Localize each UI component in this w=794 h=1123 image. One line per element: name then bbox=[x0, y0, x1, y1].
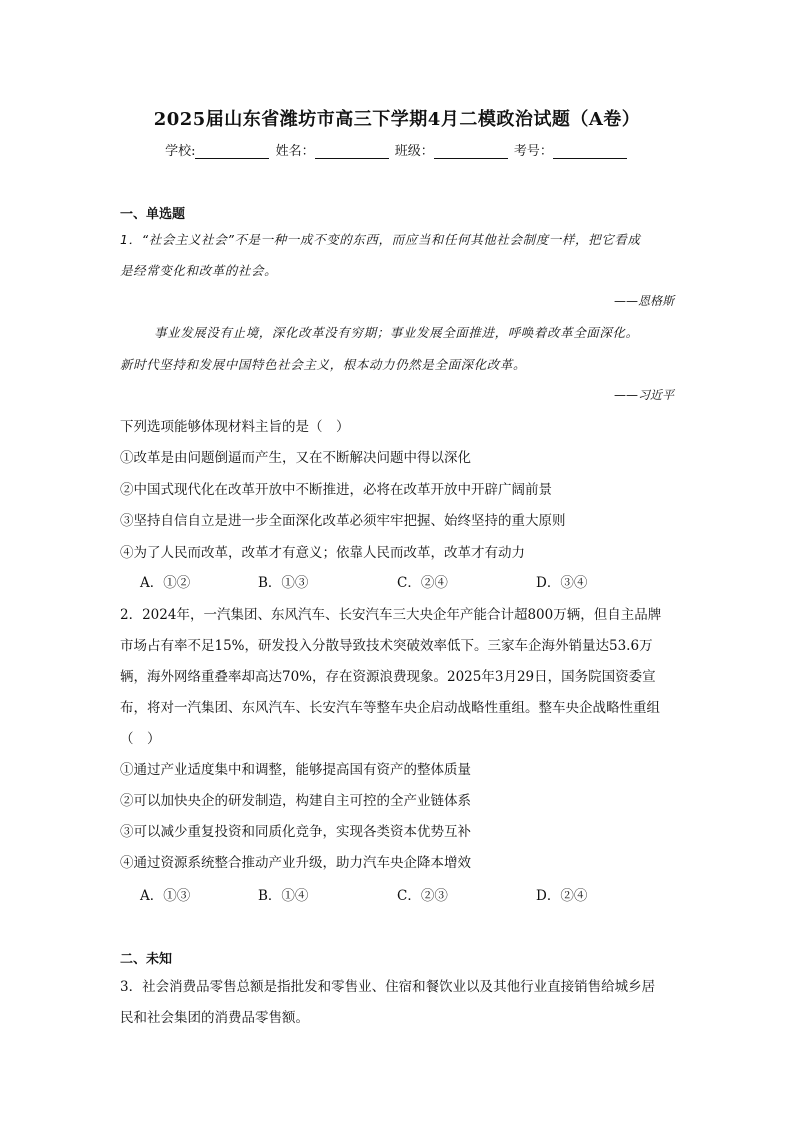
student-info-line bbox=[0, 140, 794, 159]
q2-option-c[interactable]: C．②③ bbox=[397, 888, 448, 904]
q1-item-2: ②中国式现代化在改革开放中不断推进，必将在改革开放中开辟广阔前景 bbox=[120, 482, 552, 498]
q2-option-b[interactable]: B．①④ bbox=[258, 888, 309, 904]
name-label: 姓名： bbox=[275, 144, 315, 159]
q2-item-2: ②可以加快央企的研发制造，构建自主可控的全产业链体系 bbox=[120, 793, 471, 809]
q1-item-3: ③坚持自信自立是进一步全面深化改革必须牢牢把握、始终坚持的重大原则 bbox=[120, 513, 566, 529]
number-label: 考号： bbox=[513, 144, 553, 159]
q1-stem: 下列选项能够体现材料主旨的是（ ） bbox=[120, 419, 350, 435]
q1-quote1-attribution: ——恩格斯 bbox=[613, 294, 674, 308]
q3-line-2: 民和社会集团的消费品零售额。 bbox=[120, 1010, 309, 1026]
q2-item-3: ③可以减少重复投资和同质化竞争，实现各类资本优势互补 bbox=[120, 824, 471, 840]
q2-stem-line-4: 布，将对一汽集团、东风汽车、长安汽车等整车央企启动战略性重组。整车央企战略性重组 bbox=[120, 700, 660, 716]
q1-option-d[interactable]: D．③④ bbox=[536, 575, 588, 591]
number-blank[interactable] bbox=[553, 145, 627, 159]
q2-stem-line-5: （ ） bbox=[120, 731, 161, 747]
q1-quote2-line2: 新时代坚持和发展中国特色社会主义，根本动力仍然是全面深化改革。 bbox=[120, 357, 527, 372]
q1-option-a[interactable]: A．①② bbox=[140, 575, 191, 591]
q2-stem-line-1: 2．2024年，一汽集团、东风汽车、长安汽车三大央企年产能合计超800万辆，但自主品牌 bbox=[120, 607, 662, 623]
q1-quote2-line1: 事业发展没有止境，深化改革没有穷期；事业发展全面推进，呼唤着改革全面深化。 bbox=[154, 325, 639, 340]
q2-item-4: ④通过资源系统整合推动产业升级，助力汽车央企降本增效 bbox=[120, 855, 471, 871]
section-heading-single-choice: 一、单选题 bbox=[120, 207, 186, 222]
section-heading-unknown: 二、未知 bbox=[120, 952, 173, 967]
page-title: 2025届山东省潍坊市高三下学期4月二模政治试题（A卷） bbox=[153, 109, 641, 130]
q1-item-4: ④为了人民而改革，改革才有意义；依靠人民而改革，改革才有动力 bbox=[120, 545, 525, 561]
q1-quote2-attribution: ——习近平 bbox=[613, 388, 674, 402]
q1-option-b[interactable]: B．①③ bbox=[258, 575, 309, 591]
q1-item-1: ①改革是由问题倒逼而产生，又在不断解决问题中得以深化 bbox=[120, 450, 471, 466]
name-blank[interactable] bbox=[315, 145, 389, 159]
q2-stem-line-3: 辆，海外网络重叠率却高达70%，存在资源浪费现象。2025年3月29日，国务院国资委宣 bbox=[120, 669, 656, 685]
class-label: 班级： bbox=[394, 144, 434, 159]
class-blank[interactable] bbox=[434, 145, 508, 159]
q2-option-d[interactable]: D．②④ bbox=[536, 888, 588, 904]
q2-option-a[interactable]: A．①③ bbox=[140, 888, 191, 904]
q1-quote1-line1: 1．“社会主义社会”不是一种一成不变的东西，而应当和任何其他社会制度一样，把它看成 bbox=[120, 232, 641, 247]
q1-option-c[interactable]: C．②④ bbox=[397, 575, 448, 591]
school-blank[interactable] bbox=[195, 145, 269, 159]
q2-stem-line-2: 市场占有率不足15%，研发投入分散导致技术突破效率低下。三家车企海外销量达53.6万 bbox=[120, 638, 653, 654]
school-label: 学校: bbox=[165, 144, 196, 159]
q2-item-1: ①通过产业适度集中和调整，能够提高国有资产的整体质量 bbox=[120, 762, 471, 778]
q3-line-1: 3．社会消费品零售总额是指批发和零售业、住宿和餐饮业以及其他行业直接销售给城乡居 bbox=[120, 979, 656, 995]
q1-quote1-line2: 是经常变化和改革的社会。 bbox=[120, 263, 278, 278]
